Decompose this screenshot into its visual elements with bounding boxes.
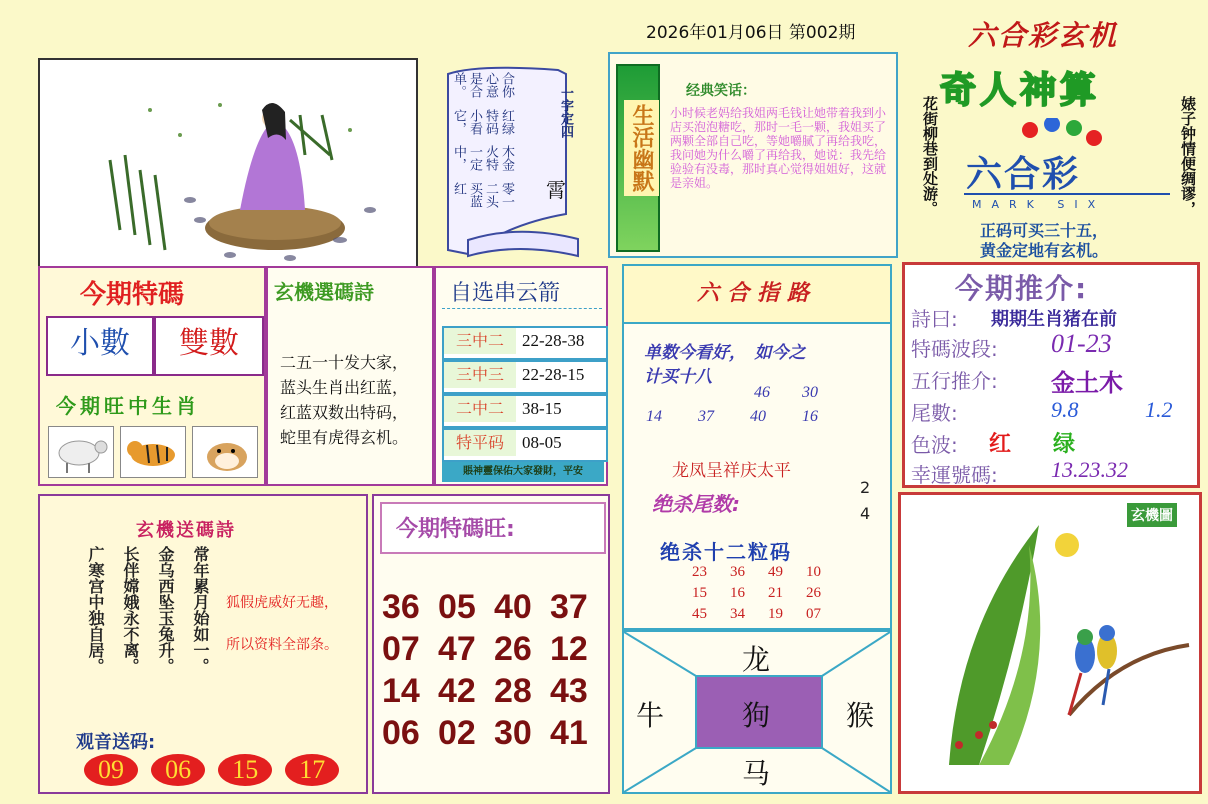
guanyin-label: 观音送码: [76,732,156,753]
hot-num: 28 [494,672,532,710]
poem2-col: 金乌西坠玉兔升。 [156,546,175,674]
kill12-num: 34 [730,606,745,622]
guide-line2: 计买十八 [644,367,712,387]
kill12-num: 49 [768,564,783,580]
arrow-row-label: 特平码 [444,430,516,456]
kill12-num: 23 [692,564,707,580]
hot-num: 26 [494,630,532,668]
guide-num: 40 [750,408,766,425]
arrow-row [442,394,608,428]
compass-panel [622,630,892,794]
brand-title: 六合彩玄机 [968,19,1119,52]
right-vertical-poem: 婊子钟情便绸谬， [1179,96,1197,216]
recommend-value: 红 [989,432,1012,457]
recommend-value: 9.8 [1051,397,1079,422]
lucky-ball: 15 [218,754,272,786]
special-panel [38,266,266,486]
painting-panel [898,492,1202,794]
poem1-line: 蛇里有虎得玄机。 [280,428,409,447]
even-box [154,316,264,376]
woman-meditating-illustration [40,60,416,266]
hot-title-box [380,502,606,554]
compass-center: 狗 [742,699,771,732]
recommend-row [911,397,1201,427]
hamster-icon [192,426,258,478]
kill12-num: 10 [806,564,821,580]
hot-num: 40 [494,588,532,626]
guide-title-box [624,266,890,324]
hot-num: 37 [550,588,588,626]
kill12-num: 07 [806,606,821,622]
arrow-row [442,326,608,360]
recommend-row [911,329,1201,363]
recommend-label: 詩曰: [911,307,958,331]
mark-six-logo [960,118,1175,218]
guide-num: 14 [646,408,662,425]
recommend-value2: 1.2 [1145,397,1173,422]
scroll-col: 红绿特码小看它， [451,108,514,135]
hot-num: 43 [550,672,588,710]
arrow-title: 自选串云箭 [450,281,561,306]
poem1-panel [266,266,434,486]
poem2-note1: 狐假虎威好无趣， [226,595,338,611]
logo-text: 六合彩 [966,154,1081,195]
special-title: 今期特碼 [80,280,185,310]
arrow-panel [434,266,608,486]
compass-top: 龙 [742,643,771,676]
birds-painting [919,505,1199,775]
issue-date: 2026年01月06日 第002期 [646,23,856,43]
scroll-col: 合你心意是合单。 [451,72,514,98]
scroll-answer: 霄 [546,178,566,202]
compass-bottom: 马 [742,757,771,790]
slogan-line1: 正码可买三十五， [980,221,1109,240]
small-box [46,316,154,376]
guide-num: 37 [698,408,714,425]
joke-panel [608,52,898,258]
guide-num: 30 [802,384,818,401]
kill12-num: 16 [730,585,745,601]
arrow-row-value: 08-05 [522,433,562,452]
hot-num: 14 [382,672,420,710]
hot-num: 02 [438,714,476,752]
arrow-row-label: 三中三 [444,362,516,388]
poem2-col: 广寒宫中独自居。 [86,546,105,674]
kill12-num: 21 [768,585,783,601]
sheep-icon [48,426,114,478]
arrow-row-label: 二中二 [444,396,516,422]
small-label: 小數 [70,326,130,361]
lucky-ball: 09 [84,754,138,786]
recommend-value: 13.23.32 [1051,457,1128,482]
compass-right: 猴 [846,699,875,732]
guide-title: 六合指路 [696,281,817,306]
top-painting [38,58,418,268]
zodiac-title: 今期旺中生肖 [56,394,200,418]
recommend-label: 幸運號碼: [911,463,998,487]
slogan-line2: 黄金定地有玄机。 [980,241,1109,260]
hot-num: 12 [550,630,588,668]
recommend-panel [902,262,1200,488]
left-vertical-poem: 花街柳巷到处游。 [921,96,939,216]
tiger-icon [120,426,186,478]
poem2-panel [38,494,368,794]
compass-left: 牛 [636,699,665,732]
joke-side-label: 生活幽默 [624,100,659,196]
guide-phrase: 龙凤呈祥庆太平 [672,461,791,481]
recommend-row [911,459,1201,487]
kill12-num: 19 [768,606,783,622]
scroll-title: 一字定四 [558,86,573,138]
hot-num: 41 [550,714,588,752]
poem1-line: 红蓝双数出特码， [280,403,409,422]
recommend-value: 01-23 [1051,329,1112,358]
recommend-row [911,365,1201,395]
lucky-ball: 06 [151,754,205,786]
hot-panel [372,494,610,794]
hot-num: 06 [382,714,420,752]
kill12-num: 26 [806,585,821,601]
kill12-title: 绝杀十二粒码 [660,540,792,564]
arrow-row [442,360,608,394]
hot-num: 47 [438,630,476,668]
recommend-value: 期期生肖猪在前 [991,309,1117,330]
joke-title: 经典笑话： [686,83,756,99]
poem2-title: 玄機送碼詩 [136,520,236,541]
kill-tail-title: 绝杀尾数: [652,492,740,516]
kill-tail: 4 [860,504,871,523]
recommend-label: 尾數: [911,401,958,425]
recommend-label: 特碼波段: [911,337,998,361]
hot-num: 42 [438,672,476,710]
hot-num: 07 [382,630,420,668]
guide-num: 16 [802,408,818,425]
even-label: 雙數 [179,326,239,361]
kill-tail: 2 [860,478,871,497]
logo-mark: MARK SIX [972,198,1106,211]
arrow-row-value: 22-28-38 [522,331,585,350]
lucky-ball: 17 [285,754,339,786]
recommend-row [911,429,1201,459]
recommend-label: 色波: [911,433,958,457]
poem1-title: 玄機選碼詩 [274,280,374,304]
hot-title: 今期特碼旺: [396,517,515,542]
recommend-row [911,303,1201,331]
arrow-row-label: 三中二 [444,328,516,354]
recommend-value: 金土木 [1051,369,1123,397]
scroll-col: 木金火特一定中， [451,145,514,172]
kill12-num: 15 [692,585,707,601]
arrow-row-value: 38-15 [522,399,562,418]
guide-panel [622,264,892,630]
arrow-row-value: 22-28-15 [522,365,585,384]
recommend-title: 今期推介: [955,272,1089,305]
hot-num: 05 [438,588,476,626]
hot-num: 30 [494,714,532,752]
kill12-num: 45 [692,606,707,622]
recommend-label: 五行推介: [911,369,998,393]
poem2-col: 常年累月始如一。 [191,546,210,674]
poem1-line: 二五一十发大家， [280,353,409,372]
poem2-col: 长伴嫦娥永不离。 [121,546,140,674]
recommend-value2: 绿 [1053,432,1076,457]
arrow-row [442,428,608,462]
kill12-num: 36 [730,564,745,580]
poem2-note2: 所以资料全部条。 [226,637,338,653]
joke-side-box [616,64,660,252]
scroll-panel [438,64,588,260]
guide-line1: 单数今看好， 如今之 [644,343,806,363]
painting-label: 玄機圖 [1127,503,1177,527]
guide-num: 46 [754,384,770,401]
arrow-footer: 賬神靈保佑大家發財，平安 [442,462,604,482]
poem1-line: 蓝头生肖出红蓝， [280,378,409,397]
brand-subtitle: 奇人神算 [940,70,1101,111]
joke-text: 小时候老妈给我姐两毛钱让她带着我到小店买泡泡糖吃，那时一毛一颗，我姐买了两颗全部自己吃，等她嚼腻了再给我吃，我问她为什么嚼了再给我，她说：我先给验验有没毒，那时真心觉得姐姐好，这就是亲姐。 [670,106,887,190]
scroll-col: 零一二头买蓝红 [451,181,514,208]
hot-num: 36 [382,588,420,626]
